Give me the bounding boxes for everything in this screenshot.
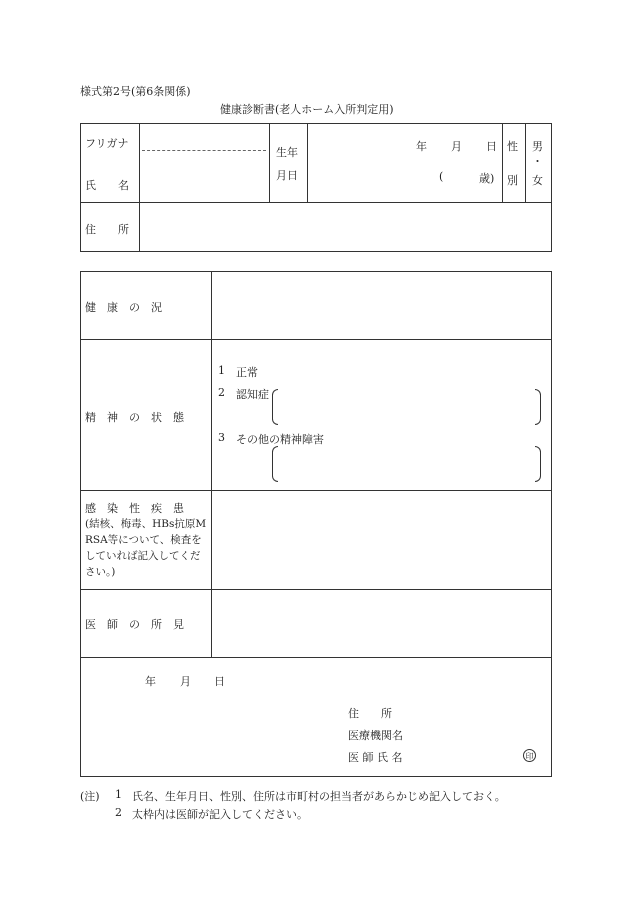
sex-label-2: 別: [507, 174, 518, 187]
birth-label-1: 生年: [276, 146, 298, 159]
sign-year-label: 年: [145, 675, 156, 688]
mental-state-label: 精 神 の 状 態: [85, 411, 184, 424]
seal-mark-icon: 印: [523, 749, 536, 762]
infectious-disease-note: (結核、梅毒、HBs抗原MRSA等について、検査をしていれば記入してください。): [85, 518, 207, 578]
other-disorder-bracket-left: [272, 446, 278, 482]
male-option: 男: [532, 140, 543, 153]
sign-address-label: 住 所: [348, 707, 392, 720]
birth-year-label: 年: [416, 140, 427, 153]
dementia-bracket-right: [535, 389, 541, 425]
birth-label-2: 月日: [276, 169, 298, 182]
address-label: 住 所: [85, 223, 129, 236]
infectious-disease-label: 感 染 性 疾 患: [85, 502, 184, 515]
mental-option-2-num: 2: [218, 386, 225, 399]
mental-option-1-text: 正常: [236, 366, 258, 379]
sex-label-1: 性: [507, 140, 518, 153]
health-condition-label: 健 康 の 況: [85, 301, 162, 314]
form-title: 健康診断書(老人ホーム入所判定用): [220, 103, 394, 116]
doctor-opinion-label: 医 師 の 所 見: [85, 618, 184, 631]
mental-option-1-num: 1: [218, 364, 225, 377]
form-number: 様式第2号(第6条関係): [80, 85, 191, 98]
furigana-label: フリガナ: [85, 137, 129, 150]
age-close: 歳): [479, 172, 495, 185]
notes-prefix: (注): [80, 790, 100, 803]
birth-month-label: 月: [451, 140, 462, 153]
mental-option-3-num: 3: [218, 431, 225, 444]
note-1-text: 氏名、生年月日、性別、住所は市町村の担当者があらかじめ記入しておく。: [132, 790, 506, 803]
dementia-bracket-left: [272, 389, 278, 425]
sign-day-label: 日: [214, 675, 225, 688]
note-1-num: 1: [115, 788, 122, 801]
female-option: 女: [532, 174, 543, 187]
name-label: 氏 名: [85, 179, 129, 192]
mental-option-2-text: 認知症: [236, 388, 269, 401]
age-open: (: [439, 170, 444, 183]
mental-option-3-text: その他の精神障害: [236, 433, 324, 446]
other-disorder-bracket-right: [535, 446, 541, 482]
furigana-divider: [142, 150, 266, 151]
note-2-num: 2: [115, 806, 122, 819]
sign-doctor-label: 医 師 氏 名: [348, 751, 403, 764]
note-2-text: 太枠内は医師が記入してください。: [132, 808, 308, 821]
sex-separator: ・: [532, 155, 543, 168]
birth-day-label: 日: [486, 140, 497, 153]
sign-institution-label: 医療機関名: [348, 729, 403, 742]
sign-month-label: 月: [180, 675, 191, 688]
